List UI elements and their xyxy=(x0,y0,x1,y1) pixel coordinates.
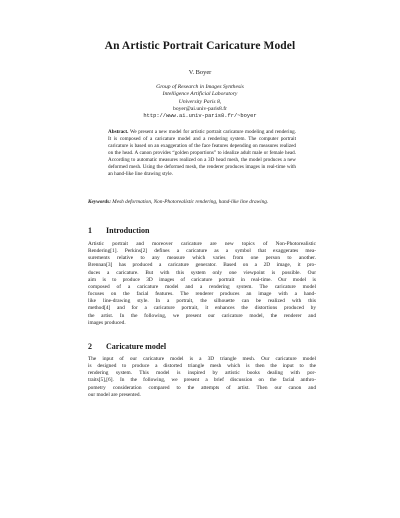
paper-title: An Artistic Portrait Caricature Model xyxy=(104,40,296,52)
affiliation-university: University Paris 8, xyxy=(178,98,222,105)
text-line: method[4] and for a caricature portrait, it enhances the distortions produced by xyxy=(88,305,316,312)
section-body-introduction xyxy=(88,241,316,327)
text-line: the artist. In the following, we present our caricature model, the renderer and xyxy=(88,312,316,319)
text-line: Brennan[3] has produced a caricature generator. Based on a 2D image, it pro- xyxy=(88,262,316,269)
affiliation-url: http://www.ai.univ-paris8.fr/~boyer xyxy=(143,113,257,120)
affiliation-block xyxy=(0,84,400,120)
author-name: V. Boyer xyxy=(188,69,212,76)
abstract xyxy=(108,129,296,178)
text-line: our model are presented. xyxy=(88,391,141,398)
text-line: like line-drawing style. In a portrait, the silhouette can be realized with this xyxy=(88,298,316,305)
affiliation-lab: Intelligence Artificial Laboratory xyxy=(162,91,238,98)
text-line: surements relative to any measure which varies from one person to another. xyxy=(88,255,316,262)
text-line: pometry consideration compared to the attempts of artist. Then our canon and xyxy=(88,384,316,391)
abstract-text: We present a new model for artistic portrait caricature modeling and rendering. It is composed of a caricature model and a rendering system. The computer portrait caricature is based on an exaggeration of the face features depending on measures realized on the head. A canon provides “golden proportions” to idealize adult male or female head. According to automatic measures realized on a 3D head mesh, the model produces a new deformed mesh. Using the deformed mesh, the renderer produces images in real-time with an hand-like line drawing style. xyxy=(108,129,296,177)
text-line: images produced. xyxy=(88,319,126,326)
text-line: traits[5],[6]. In the following, we present a brief discussion on the facial anthro- xyxy=(88,377,316,384)
text-line: rendering system. This model is inspired by artistic books dealing with por- xyxy=(88,370,316,377)
section-body-caricature-model xyxy=(88,356,316,399)
text-line: composed of a caricature model and a rendering system. The caricature model xyxy=(88,283,316,290)
text-line: Rendering[1]. Perkins[2] defines a caricature as a symbol that exaggerates mea- xyxy=(88,248,316,255)
keywords-text: Mesh deformation, Non-Photorealistic rendering, hand-like line drawing. xyxy=(112,199,269,205)
keywords xyxy=(88,199,316,206)
section-heading-caricature-model xyxy=(88,342,166,351)
affiliation-group: Group of Research in Images Synthesis xyxy=(156,84,244,90)
affiliation-email: boyer@ai.univ-paris8.fr xyxy=(173,105,227,112)
section-title: Introduction xyxy=(106,226,150,235)
text-line: duces a caricature. But with this system only one viewpoint is possible. Our xyxy=(88,269,316,276)
section-number: 2 xyxy=(88,342,92,351)
text-line: aim is to produce 3D images of caricature portrait in real-time. Our model is xyxy=(88,276,316,283)
text-line: focuses on the facial features. The renderer produces an image with a hand- xyxy=(88,291,316,298)
text-line: The input of our caricature model is a 3D triangle mesh. Our caricature model xyxy=(88,356,316,362)
abstract-label: Abstract. xyxy=(108,129,129,135)
text-line: is designed to produce a distorted triangle mesh which is then the input to the xyxy=(88,363,316,370)
text-line: Artistic portrait and moreover caricature are new topics of Non-Photorealistic xyxy=(88,241,316,247)
section-title: Caricature model xyxy=(106,342,167,351)
section-heading-introduction xyxy=(88,226,149,235)
section-number: 1 xyxy=(88,226,92,235)
keywords-label: Keywords: xyxy=(88,199,111,205)
